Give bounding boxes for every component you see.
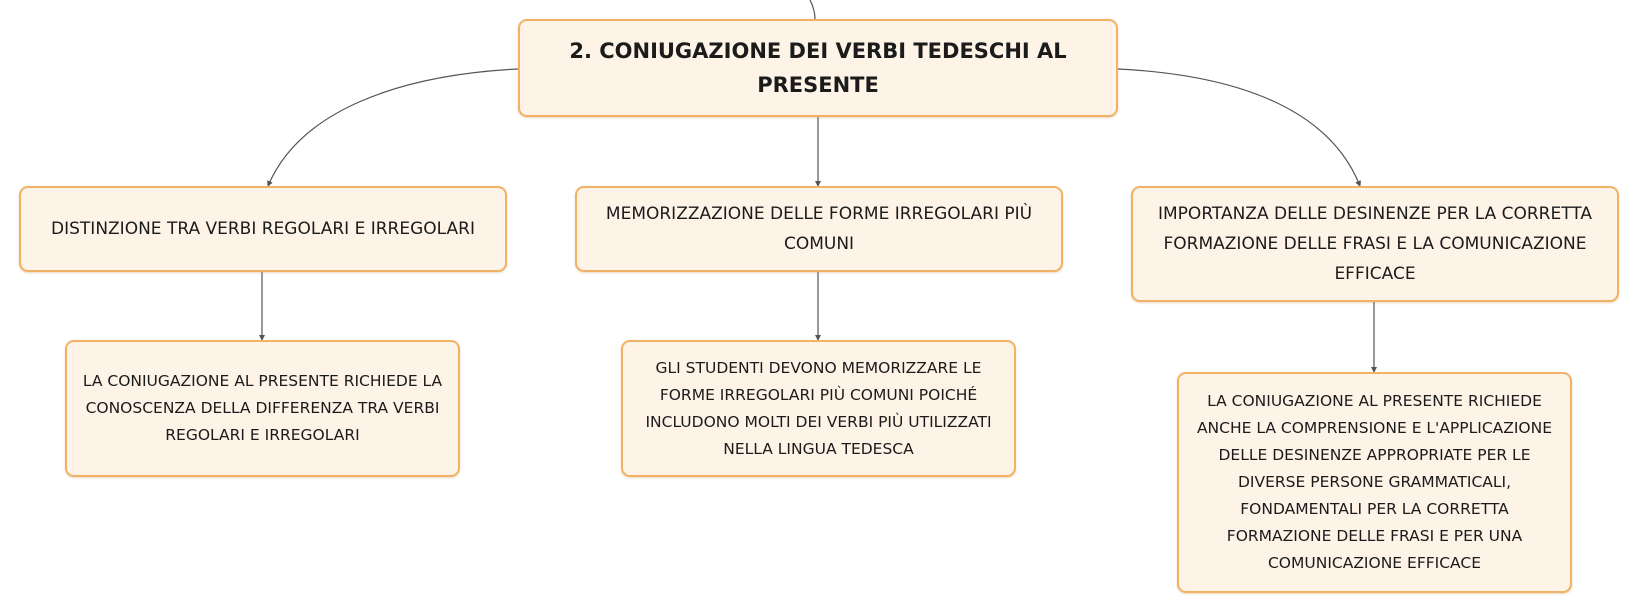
branch-node-2-label: MEMORIZZAZIONE DELLE FORME IRREGOLARI PIÙ COMUNI	[605, 204, 1033, 254]
child-node-2[interactable]	[621, 340, 1016, 477]
branch-node-3[interactable]	[1131, 186, 1619, 302]
branch-node-1-label: DISTINZIONE TRA VERBI REGOLARI E IRREGOLARI	[51, 219, 475, 239]
branch-node-2[interactable]	[575, 186, 1063, 272]
connector-parent-to-root	[810, 0, 815, 19]
child-node-2-label: GLI STUDENTI DEVONO MEMORIZZARE LE FORME IRREGOLARI PIÙ COMUNI POICHÉ INCLUDONO MOLTI DEI VERBI PIÙ UTILIZZATI NELLA LINGUA TEDESCA	[645, 358, 992, 458]
connector-root-to-branch-3	[1118, 69, 1360, 186]
child-node-1-label: LA CONIUGAZIONE AL PRESENTE RICHIEDE LA CONOSCENZA DELLA DIFFERENZA TRA VERBI REGOLARI E IRREGOLARI	[82, 372, 443, 444]
child-node-3[interactable]	[1177, 372, 1572, 593]
connector-root-to-branch-1	[268, 69, 518, 186]
branch-node-3-label: IMPORTANZA DELLE DESINENZE PER LA CORRETTA FORMAZIONE DELLE FRASI E LA COMUNICAZIONE EFFICACE	[1158, 204, 1592, 284]
root-node[interactable]	[518, 19, 1118, 117]
root-node-label: 2. CONIUGAZIONE DEI VERBI TEDESCHI AL PRESENTE	[569, 39, 1067, 97]
child-node-3-label: LA CONIUGAZIONE AL PRESENTE RICHIEDE ANCHE LA COMPRENSIONE E L'APPLICAZIONE DELLE DESINENZE APPROPRIATE PER LE DIVERSE PERSONE GRAMMATICALI, FONDAMENTALI PER LA CORRETTA FORMAZIONE DELLE FRASI E PER UNA COMUNICAZIONE EFFICACE	[1196, 392, 1553, 572]
branch-node-1[interactable]	[19, 186, 507, 272]
child-node-1[interactable]	[65, 340, 460, 477]
